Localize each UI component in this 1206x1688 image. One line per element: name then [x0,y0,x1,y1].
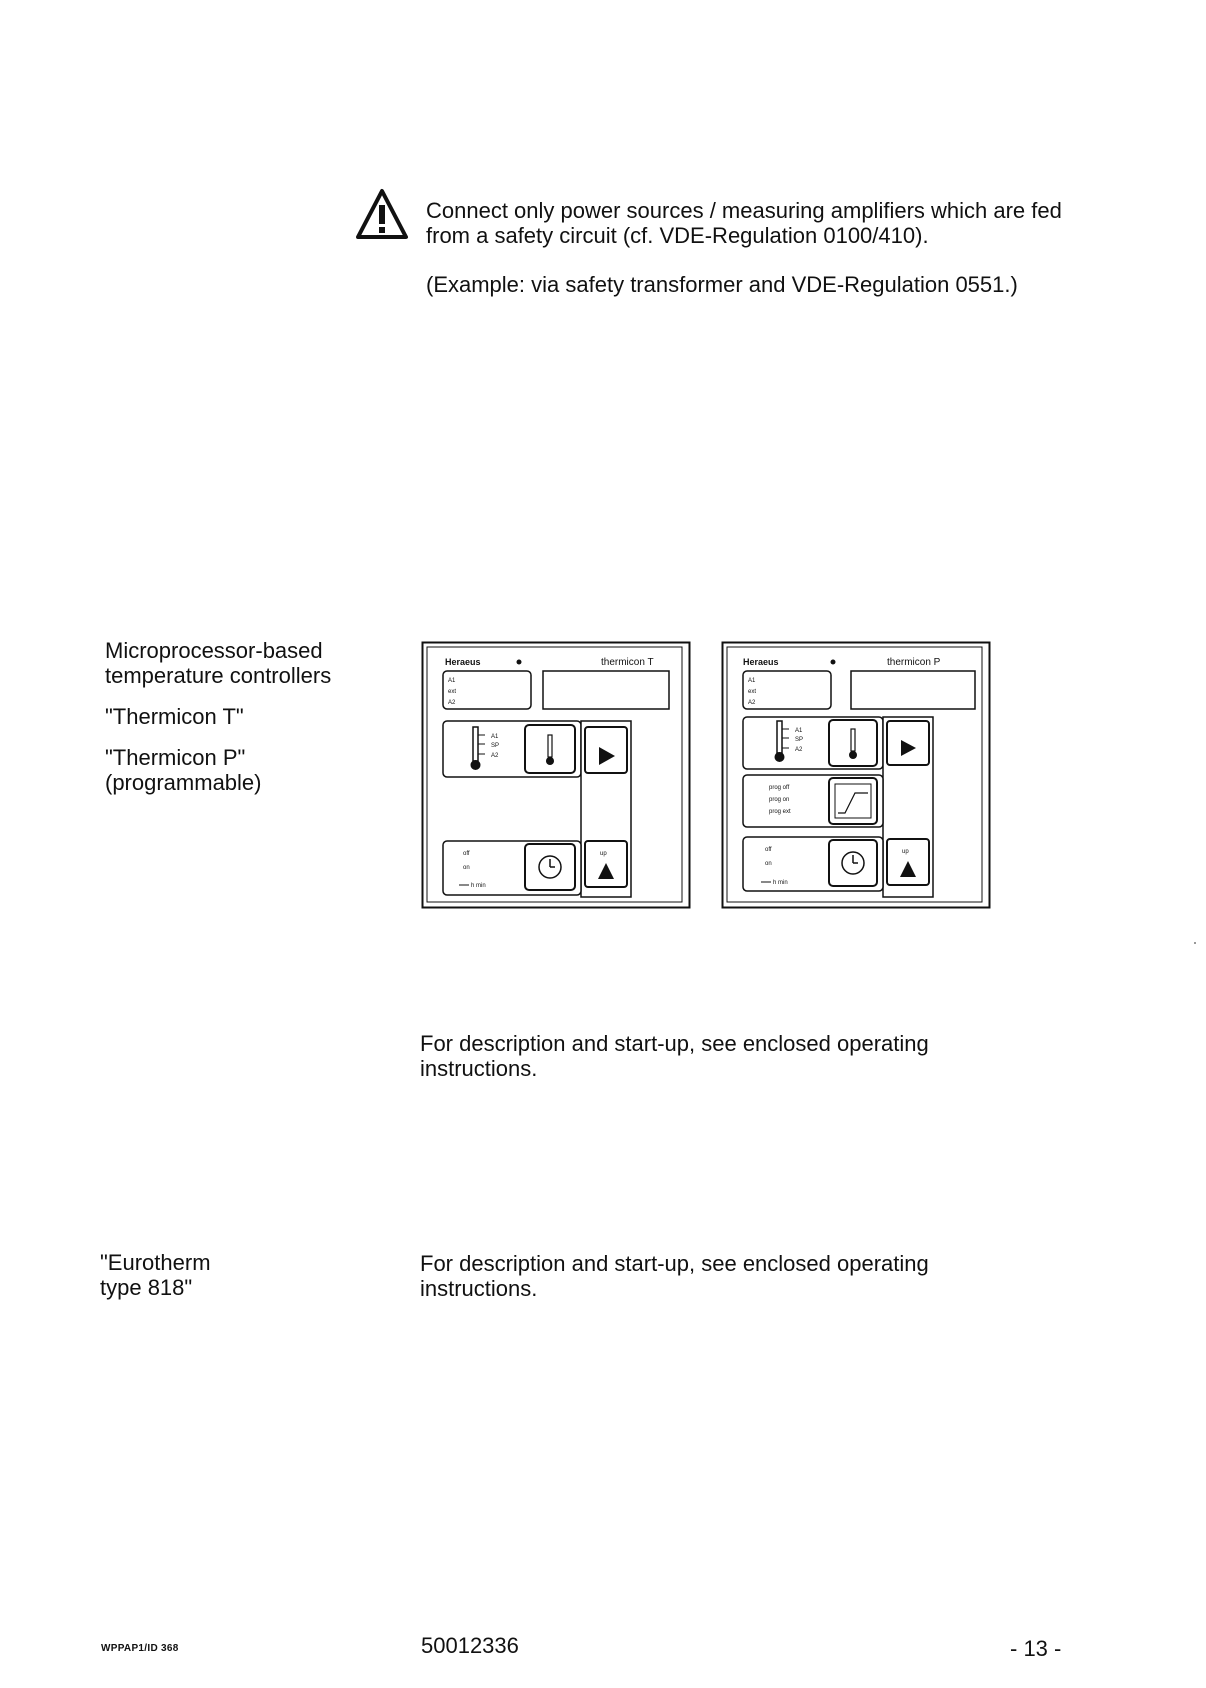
svg-text:A2: A2 [748,700,756,706]
svg-text:h min: h min [773,880,788,886]
svg-text:on: on [765,861,772,867]
thermicon-p-panel [721,641,991,909]
model-thermicon-p-name: "Thermicon P" [105,745,246,770]
svg-text:off: off [463,851,470,857]
warning-triangle-icon [355,188,409,240]
brand-label: Heraeus [445,657,481,667]
svg-text:prog on: prog on [769,797,790,803]
digital-display [851,671,975,709]
svg-text:SP: SP [491,743,500,749]
digital-display [543,671,669,709]
svg-text:up: up [600,851,607,857]
clock-icon [539,856,561,878]
model-thermicon-p [105,745,385,795]
thermicon-t-panel [421,641,691,909]
svg-text:h min: h min [471,883,486,889]
eurotherm-line1: "Eurotherm [100,1250,211,1275]
svg-text:ext: ext [448,689,457,695]
svg-text:A1: A1 [748,678,756,684]
svg-text:A2: A2 [795,747,803,753]
svg-text:off: off [765,847,772,853]
svg-text:prog ext: prog ext [769,809,791,815]
next-button[interactable] [887,721,929,765]
model-thermicon-p-note: (programmable) [105,770,262,795]
warning-example: (Example: via safety transformer and VDE-Regulation 0551.) [426,272,1018,297]
controllers-caption: Microprocessor-based temperature controllers [105,638,332,688]
brand-label: Heraeus [743,657,779,667]
svg-text:on: on [463,865,470,871]
footer-part-number: 50012336 [421,1633,519,1658]
panel-title: thermicon T [601,657,654,668]
svg-text:A1: A1 [491,734,499,740]
svg-text:A1: A1 [795,728,803,734]
svg-text:ext: ext [748,689,757,695]
clock-icon [842,852,864,874]
svg-text:up: up [902,849,909,855]
controllers-labels [105,638,385,811]
warning-text: Connect only power sources / measuring amplifiers which are fed from a safety circuit (cf. VDE-Regulation 0100/410). [426,198,1062,248]
eurotherm-label [100,1250,360,1300]
page-number: - 13 - [1010,1636,1062,1661]
model-thermicon-t: "Thermicon T" [105,704,244,729]
svg-text:prog off: prog off [769,785,790,791]
svg-text:SP: SP [795,737,804,743]
stray-mark [1194,942,1196,944]
next-button[interactable] [585,727,627,773]
eurotherm-line2: type 818" [100,1275,193,1300]
svg-text:A2: A2 [491,753,499,759]
eurotherm-description: For description and start-up, see enclosed operating instructions. [420,1251,929,1301]
thermicon-description: For description and start-up, see enclosed operating instructions. [420,1031,929,1081]
svg-text:A1: A1 [448,678,456,684]
svg-text:A2: A2 [448,700,456,706]
footer-doc-ref: WPPAP1/ID 368 [101,1643,179,1654]
panel-title: thermicon P [887,657,941,668]
